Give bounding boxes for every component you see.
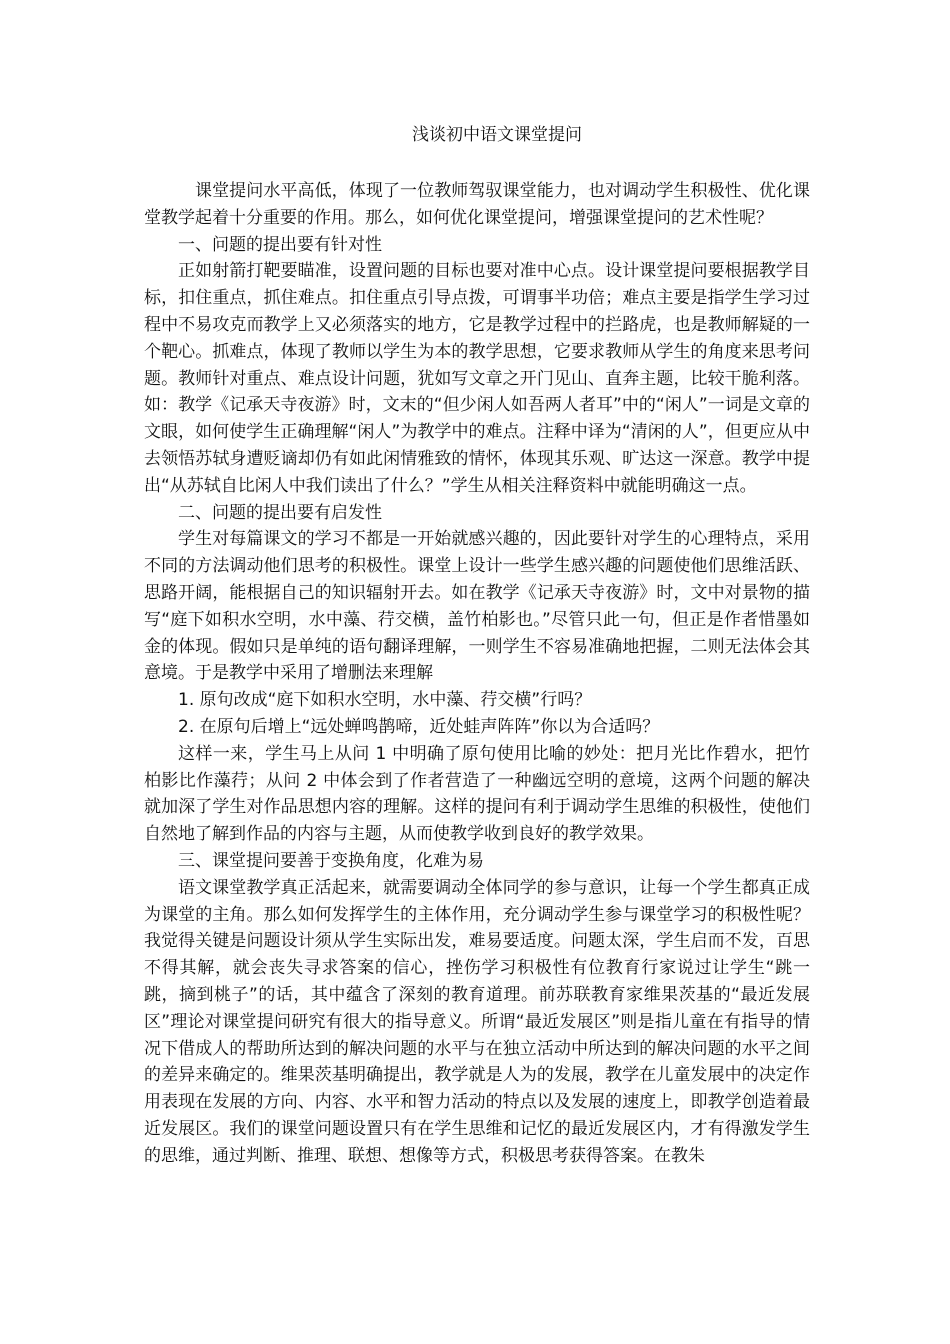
list-item: 1. 原句改成“庭下如积水空明，水中藻、荇交横”行吗？: [178, 690, 592, 711]
section-1-body: 正如射箭打靶要瞄准，设置问题的目标也要对准中心点。设计课堂提问要根据教学目标，扣住重点，抓住难点。扣住重点引导点拨，可谓事半功倍；难点主要是指学生学习过程中不易攻克而教学上又必须落实的地方，它是教学过程中的拦路虎，也是教师解疑的一个靶心。抓难点，体现了教师以学生为本的教学思想，它要求教师从学生的角度来思考问题。教师针对重点、难点设计问题，犹如写文章之开门见山、直奔主题，比较干脆利落。如：教学《记承天寺夜游》时，文末的“但少闲人如吾两人者耳”中的“闲人”一词是文章的文眼，如何使学生正确理解“闲人”为教学中的难点。注释中译为“清闲的人”，但更应从中去领悟苏轼身遭贬谪却仍有如此闲情雅致的情怀，体现其乐观、旷达这一深意。教学中提出“从苏轼自比闲人中我们读出了什么？”学生从相关注释资料中就能明确这一点。: [144, 261, 810, 496]
section-3-body: 语文课堂教学真正活起来，就需要调动全体同学的参与意识，让每一个学生都真正成为课堂的主角。那么如何发挥学生的主体作用，充分调动学生参与课堂学习的积极性呢？我觉得关键是问题设计须从学生实际出发，难易要适度。问题太深，学生启而不发，百思不得其解，就会丧失寻求答案的信心，挫伤学习积极性有位教育行家说过让学生“跳一跳，摘到桃子”的话，其中蕴含了深刻的教育道理。前苏联教育家维果茨基的“最近发展区”理论对课堂提问研究有很大的指导意义。所谓“最近发展区”则是指儿童在有指导的情况下借成人的帮助所达到的解决问题的水平与在独立活动中所达到的解决问题的水平之间的差异来确定的。维果茨基明确提出，教学就是人为的发展，教学在儿童发展中的决定作用表现在发展的方向、内容、水平和智力活动的特点以及发展的速度上，即教学创造着最近发展区。我们的课堂问题设置只有在学生思维和记忆的最近发展区内，才有得激发学生的思维，通过判断、推理、联想、想像等方式，积极思考获得答案。在教朱: [144, 877, 810, 1166]
intro-paragraph: 课堂提问水平高低，体现了一位教师驾驭课堂能力，也对调动学生积极性、优化课堂教学起着十分重要的作用。那么，如何优化课堂提问，增强课堂提问的艺术性呢？: [144, 181, 810, 228]
section-1-heading: 一、问题的提出要有针对性: [178, 234, 382, 255]
section-2-body: 学生对每篇课文的学习不都是一开始就感兴趣的，因此要针对学生的心理特点，采用不同的方法调动他们思考的积极性。课堂上设计一些学生感兴趣的问题使他们思维活跃、思路开阔，能根据自己的知识辐射开去。如在教学《记承天寺夜游》时，文中对景物的描写“庭下如积水空明，水中藻、荇交横，盖竹柏影也。”尽管只此一句，但正是作者惜墨如金的体现。假如只是单纯的语句翻译理解，一则学生不容易准确地把握，二则无法体会其意境。于是教学中采用了增删法来理解: [144, 529, 810, 684]
section-2-followup: 这样一来，学生马上从问 1 中明确了原句使用比喻的妙处：把月光比作碧水，把竹柏影比作藻荇；从问 2 中体会到了作者营造了一种幽远空明的意境，这两个问题的解决就加深了学生对作品思想内容的理解。这样的提问有利于调动学生思维的积极性，使他们自然地了解到作品的内容与主题，从而使教学收到良好的教学效果。: [144, 743, 810, 845]
section-3-heading: 三、课堂提问要善于变换角度，化难为易: [178, 850, 484, 871]
list-item: 2. 在原句后增上“远处蝉鸣鹊啼，近处蛙声阵阵”你以为合适吗？: [178, 716, 660, 737]
section-2-heading: 二、问题的提出要有启发性: [178, 502, 382, 523]
document-title: 浅谈初中语文课堂提问: [412, 125, 582, 145]
document-page: [144, 118, 810, 1169]
